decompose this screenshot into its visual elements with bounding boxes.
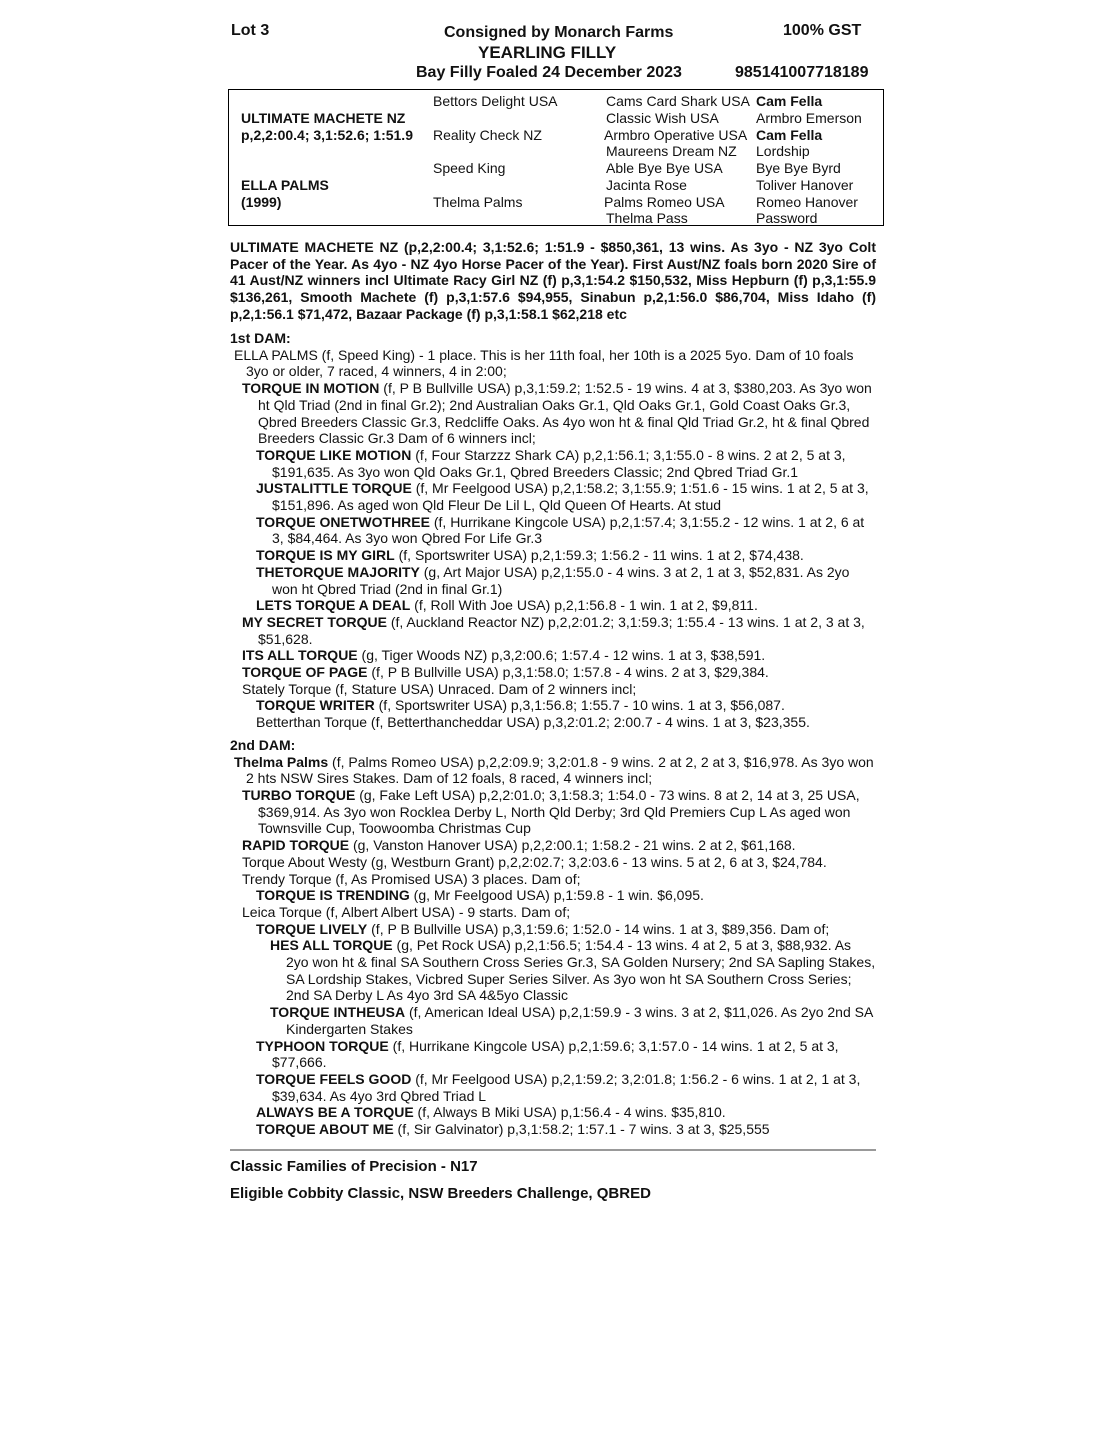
pedigree-g4-cell: Lordship bbox=[756, 143, 810, 159]
progeny-entry bbox=[230, 937, 876, 1004]
pedigree-sire: ULTIMATE MACHETE NZ bbox=[241, 110, 406, 126]
pedigree-g4-cell: Bye Bye Byrd bbox=[756, 160, 841, 176]
footer-divider bbox=[230, 1149, 876, 1151]
entry-text: (f, P B Bullville USA) p,3,1:58.0; 1:57.8 - 4 wins. 2 at 3, $29,384. bbox=[367, 664, 769, 681]
progeny-entry bbox=[230, 564, 876, 597]
pedigree-g2-cell: Bettors Delight USA bbox=[433, 93, 558, 109]
progeny-entry bbox=[230, 380, 876, 447]
progeny-entry bbox=[230, 1071, 876, 1104]
horse-name: TORQUE ONETWOTHREE bbox=[256, 513, 430, 530]
progeny-entry bbox=[230, 887, 876, 904]
progeny-entry bbox=[230, 697, 876, 714]
progeny-entry: Torque About Westy (g, Westburn Grant) p,2,2:02.7; 3,2:03.6 - 13 wins. 5 at 2, 6 at 3, $24,784. bbox=[242, 853, 827, 870]
entry-text: (f, Roll With Joe USA) p,2,1:56.8 - 1 win. 1 at 2, $9,811. bbox=[410, 597, 758, 614]
family-line: Classic Families of Precision - N17 bbox=[230, 1158, 478, 1175]
pedigree-g2-cell: Thelma Palms bbox=[433, 194, 523, 210]
entry-text: (g, Pet Rock USA) p,2,1:56.5; 1:54.4 - 13 wins. 4 at 2, 5 at 3, $88,932. As 2yo won ht & final SA Southern Cross Series Gr.3, SA Golden Nursery; 2nd SA Sapling Stakes, SA Lordship Stakes, Vicbred Super Series Silver. As 3yo won ht SA Southern Cross Series; 2nd SA Derby L As 4yo 3rd SA 4&5yo Classic bbox=[286, 937, 876, 1004]
pedigree-g4-cell: Armbro Emerson bbox=[756, 110, 862, 126]
horse-name: TORQUE IN MOTION bbox=[242, 380, 380, 397]
pedigree-g2-cell: Reality Check NZ bbox=[433, 127, 542, 143]
entry-text: (f, Mr Feelgood USA) p,2,1:59.2; 3,2:01.8; 1:56.2 - 6 wins. 1 at 2, 1 at 3, $39,634. As 4yo 3rd Qbred Triad L bbox=[272, 1070, 861, 1104]
progeny-entry bbox=[230, 447, 876, 480]
entry-text: (f, P B Bullville USA) p,3,1:59.6; 1:52.0 - 14 wins. 1 at 3, $89,356. Dam of; bbox=[367, 920, 830, 937]
pedigree-g3-cell: Classic Wish USA bbox=[606, 110, 719, 126]
horse-name: HES ALL TORQUE bbox=[270, 937, 393, 954]
pedigree-g3-cell: Palms Romeo USA bbox=[604, 194, 725, 210]
first-dam-heading: 1st DAM: bbox=[230, 330, 291, 346]
pedigree-table bbox=[228, 89, 884, 226]
pedigree-g3-cell: Thelma Pass bbox=[606, 210, 688, 226]
entry-text: (f, Speed King) - 1 place. This is her 11th foal, her 10th is a 2025 5yo. Dam of 10 foals 3yo or older, 7 raced, 4 winners, 4 in 2:00; bbox=[246, 346, 854, 380]
horse-name: TORQUE ABOUT ME bbox=[256, 1121, 394, 1138]
entry-text: (g, Art Major USA) p,2,1:55.0 - 4 wins. 3 at 2, 1 at 3, $52,831. As 2yo won ht Qbred Triad (2nd in final Gr.1) bbox=[272, 563, 850, 597]
entry-text: (g, Vanston Hanover USA) p,2,2:00.1; 1:58.2 - 21 wins. 2 at 2, $61,168. bbox=[349, 837, 796, 854]
progeny-entry bbox=[230, 664, 876, 681]
progeny-entry bbox=[230, 1104, 876, 1121]
horse-name: ALWAYS BE A TORQUE bbox=[256, 1104, 414, 1121]
progeny-entry bbox=[230, 647, 876, 664]
first-dam-intro bbox=[230, 347, 876, 380]
pedigree-g3-cell: Maureens Dream NZ bbox=[606, 143, 737, 159]
pedigree-g2-cell: Speed King bbox=[433, 160, 506, 176]
foaled-info: Bay Filly Foaled 24 December 2023 bbox=[416, 64, 682, 81]
horse-name: TORQUE FEELS GOOD bbox=[256, 1070, 412, 1087]
entry-text: (f, P B Bullville USA) p,3,1:59.2; 1:52.5 - 19 wins. 4 at 3, $380,203. As 3yo won ht Qld Triad (2nd in final Gr.2); 2nd Australian Oaks Gr.1, Qld Oaks Gr.1, Gold Coast Oaks Gr.3, Qbred Breeders Classic Gr.3, Redcliffe Oaks. As 4yo won ht & final Qld Triad Gr.2, ht & final Qbred Breeders Classic Gr.3 Dam of 6 winners incl; bbox=[258, 380, 872, 447]
entry-text: (f, Mr Feelgood USA) p,2,1:58.2; 3,1:55.9; 1:51.6 - 15 wins. 1 at 2, 5 at 3, $151,896. As aged won Qld Fleur De Lil L, Qld Queen Of Hearts. At stud bbox=[272, 480, 869, 514]
progeny-entry bbox=[230, 614, 876, 647]
horse-name: TYPHOON TORQUE bbox=[256, 1037, 389, 1054]
entry-text: (f, Auckland Reactor NZ) p,2,2:01.2; 3,1:59.3; 1:55.4 - 13 wins. 1 at 2, 3 at 3, $51,628. bbox=[258, 613, 865, 647]
entry-text: (f, Sir Galvinator) p,3,1:58.2; 1:57.1 - 7 wins. 3 at 3, $25,555 bbox=[393, 1121, 770, 1138]
pedigree-dam: ELLA PALMS bbox=[241, 177, 329, 193]
pedigree-g4-cell: Cam Fella bbox=[756, 127, 823, 143]
entry-text: (f, Hurrikane Kingcole USA) p,2,1:57.4; 3,1:55.2 - 12 wins. 1 at 2, 6 at 3, $84,464. As 3yo won Qbred For Life Gr.3 bbox=[272, 513, 865, 547]
progeny-entry: Betterthan Torque (f, Betterthancheddar USA) p,3,2:01.2; 2:00.7 - 4 wins. 1 at 3, $23,355. bbox=[256, 714, 810, 731]
progeny-entry bbox=[230, 547, 876, 564]
progeny-entry bbox=[230, 597, 876, 614]
horse-name: TORQUE IS MY GIRL bbox=[256, 547, 395, 564]
page-title: YEARLING FILLY bbox=[478, 43, 617, 62]
horse-name: LETS TORQUE A DEAL bbox=[256, 597, 411, 614]
progeny-entry bbox=[230, 787, 876, 837]
microchip-number: 985141007718189 bbox=[735, 64, 869, 81]
horse-name: MY SECRET TORQUE bbox=[242, 613, 387, 630]
pedigree-g3-cell: Jacinta Rose bbox=[606, 177, 687, 193]
horse-name: RAPID TORQUE bbox=[242, 837, 350, 854]
pedigree-g3-cell: Armbro Operative USA bbox=[604, 127, 748, 143]
pedigree-g4-cell: Romeo Hanover bbox=[756, 194, 858, 210]
horse-name: TORQUE WRITER bbox=[256, 697, 375, 714]
entry-text: (f, Sportswriter USA) p,3,1:56.8; 1:55.7 - 10 wins. 1 at 3, $56,087. bbox=[374, 697, 785, 714]
entry-text: (f, Palms Romeo USA) p,2,2:09.9; 3,2:01.8 - 9 wins. 2 at 2, 2 at 3, $16,978. As 3yo won 2 hts NSW Sires Stakes. Dam of 12 foals, 8 raced, 4 winners incl; bbox=[246, 753, 874, 787]
gst-label: 100% GST bbox=[783, 22, 862, 39]
progeny-entry bbox=[230, 1038, 876, 1071]
lot-number: Lot 3 bbox=[231, 22, 270, 39]
progeny-entry bbox=[230, 837, 876, 854]
horse-name: TORQUE OF PAGE bbox=[242, 664, 368, 681]
horse-name: THETORQUE MAJORITY bbox=[256, 563, 420, 580]
pedigree-sire-record: p,2,2:00.4; 3,1:52.6; 1:51.9 bbox=[241, 127, 413, 143]
sire-summary bbox=[230, 239, 876, 323]
consignor: Consigned by Monarch Farms bbox=[444, 24, 674, 41]
progeny-entry bbox=[230, 514, 876, 547]
second-dam-intro bbox=[230, 754, 876, 787]
entry-text: (f, Sportswriter USA) p,2,1:59.3; 1:56.2 - 11 wins. 1 at 2, $74,438. bbox=[394, 547, 804, 564]
pedigree-dam-year: (1999) bbox=[241, 194, 282, 210]
pedigree-g4-cell: Password bbox=[756, 210, 818, 226]
progeny-entry bbox=[230, 921, 876, 938]
entry-text: (g, Mr Feelgood USA) p,1:59.8 - 1 win. $6,095. bbox=[409, 887, 704, 904]
entry-text: (f, Hurrikane Kingcole USA) p,2,1:59.6; 3,1:57.0 - 14 wins. 1 at 2, 5 at 3, $77,666. bbox=[272, 1037, 839, 1071]
pedigree-g3-cell: Cams Card Shark USA bbox=[606, 93, 750, 109]
second-dam-heading: 2nd DAM: bbox=[230, 736, 296, 753]
progeny-entry: Trendy Torque (f, As Promised USA) 3 places. Dam of; bbox=[242, 870, 581, 887]
progeny-entry bbox=[230, 1121, 876, 1138]
entry-text: (f, Four Starzzz Shark CA) p,2,1:56.1; 3,1:55.0 - 8 wins. 2 at 2, 5 at 3, $191,635. As 3yo won Qld Oaks Gr.1, Qbred Breeders Classic; 2nd Qbred Triad Gr.1 bbox=[272, 446, 846, 480]
horse-name: ITS ALL TORQUE bbox=[242, 647, 358, 664]
eligibility-line: Eligible Cobbity Classic, NSW Breeders Challenge, QBRED bbox=[230, 1185, 651, 1202]
pedigree-g4-cell: Toliver Hanover bbox=[756, 177, 854, 193]
progeny-entry: Stately Torque (f, Stature USA) Unraced. Dam of 2 winners incl; bbox=[242, 680, 637, 697]
sire-summary-text: ULTIMATE MACHETE NZ (p,2,2:00.4; 3,1:52.6; 1:51.9 - $850,361, 13 wins. As 3yo - NZ 3yo Colt Pacer of the Year. As 4yo - NZ 4yo Horse Pacer of the Year). First Aust/NZ foals born 2020 Sire of 41 Aust/NZ winners incl Ultimate Racy Girl NZ (f) p,3,1:54.2 $150,532, Miss Hepburn (f) p,3,1:55.9 $136,261, Smooth Machete (f) p,3,1:57.6 $94,955, Sinabun p,2,1:56.0 $86,704, Miss Idaho (f) p,2,1:56.1 $71,472, Bazaar Package (f) p,3,1:58.1 $62,218 etc bbox=[230, 239, 876, 322]
progeny-entry bbox=[230, 1004, 876, 1037]
horse-name: ELLA PALMS bbox=[234, 346, 318, 363]
horse-name: JUSTALITTLE TORQUE bbox=[256, 480, 412, 497]
progeny-entry bbox=[230, 480, 876, 513]
horse-name: TURBO TORQUE bbox=[242, 786, 356, 803]
progeny-entry: Leica Torque (f, Albert Albert USA) - 9 starts. Dam of; bbox=[242, 903, 571, 920]
horse-name: TORQUE INTHEUSA bbox=[270, 1004, 406, 1021]
entry-text: (g, Tiger Woods NZ) p,3,2:00.6; 1:57.4 - 12 wins. 1 at 3, $38,591. bbox=[357, 647, 766, 664]
pedigree-g3-cell: Able Bye Bye USA bbox=[606, 160, 723, 176]
entry-text: (g, Fake Left USA) p,2,2:01.0; 3,1:58.3; 1:54.0 - 73 wins. 8 at 2, 14 at 3, 25 USA, $369,914. As 3yo won Rocklea Derby L, North Qld Derby; 3rd Qld Premiers Cup L As aged won Townsville Cup, Toowoomba Christmas Cup bbox=[258, 786, 860, 837]
horse-name: TORQUE LIVELY bbox=[256, 920, 368, 937]
entry-text: (f, Always B Miki USA) p,1:56.4 - 4 wins. $35,810. bbox=[413, 1104, 726, 1121]
dam-sections bbox=[230, 330, 876, 1138]
horse-name: TORQUE LIKE MOTION bbox=[256, 446, 412, 463]
horse-name: TORQUE IS TRENDING bbox=[256, 887, 410, 904]
horse-name: Thelma Palms bbox=[234, 753, 329, 770]
entry-text: (f, American Ideal USA) p,2,1:59.9 - 3 wins. 3 at 2, $11,026. As 2yo 2nd SA Kindergarten Stakes bbox=[286, 1004, 873, 1037]
pedigree-g4-cell: Cam Fella bbox=[756, 93, 823, 109]
